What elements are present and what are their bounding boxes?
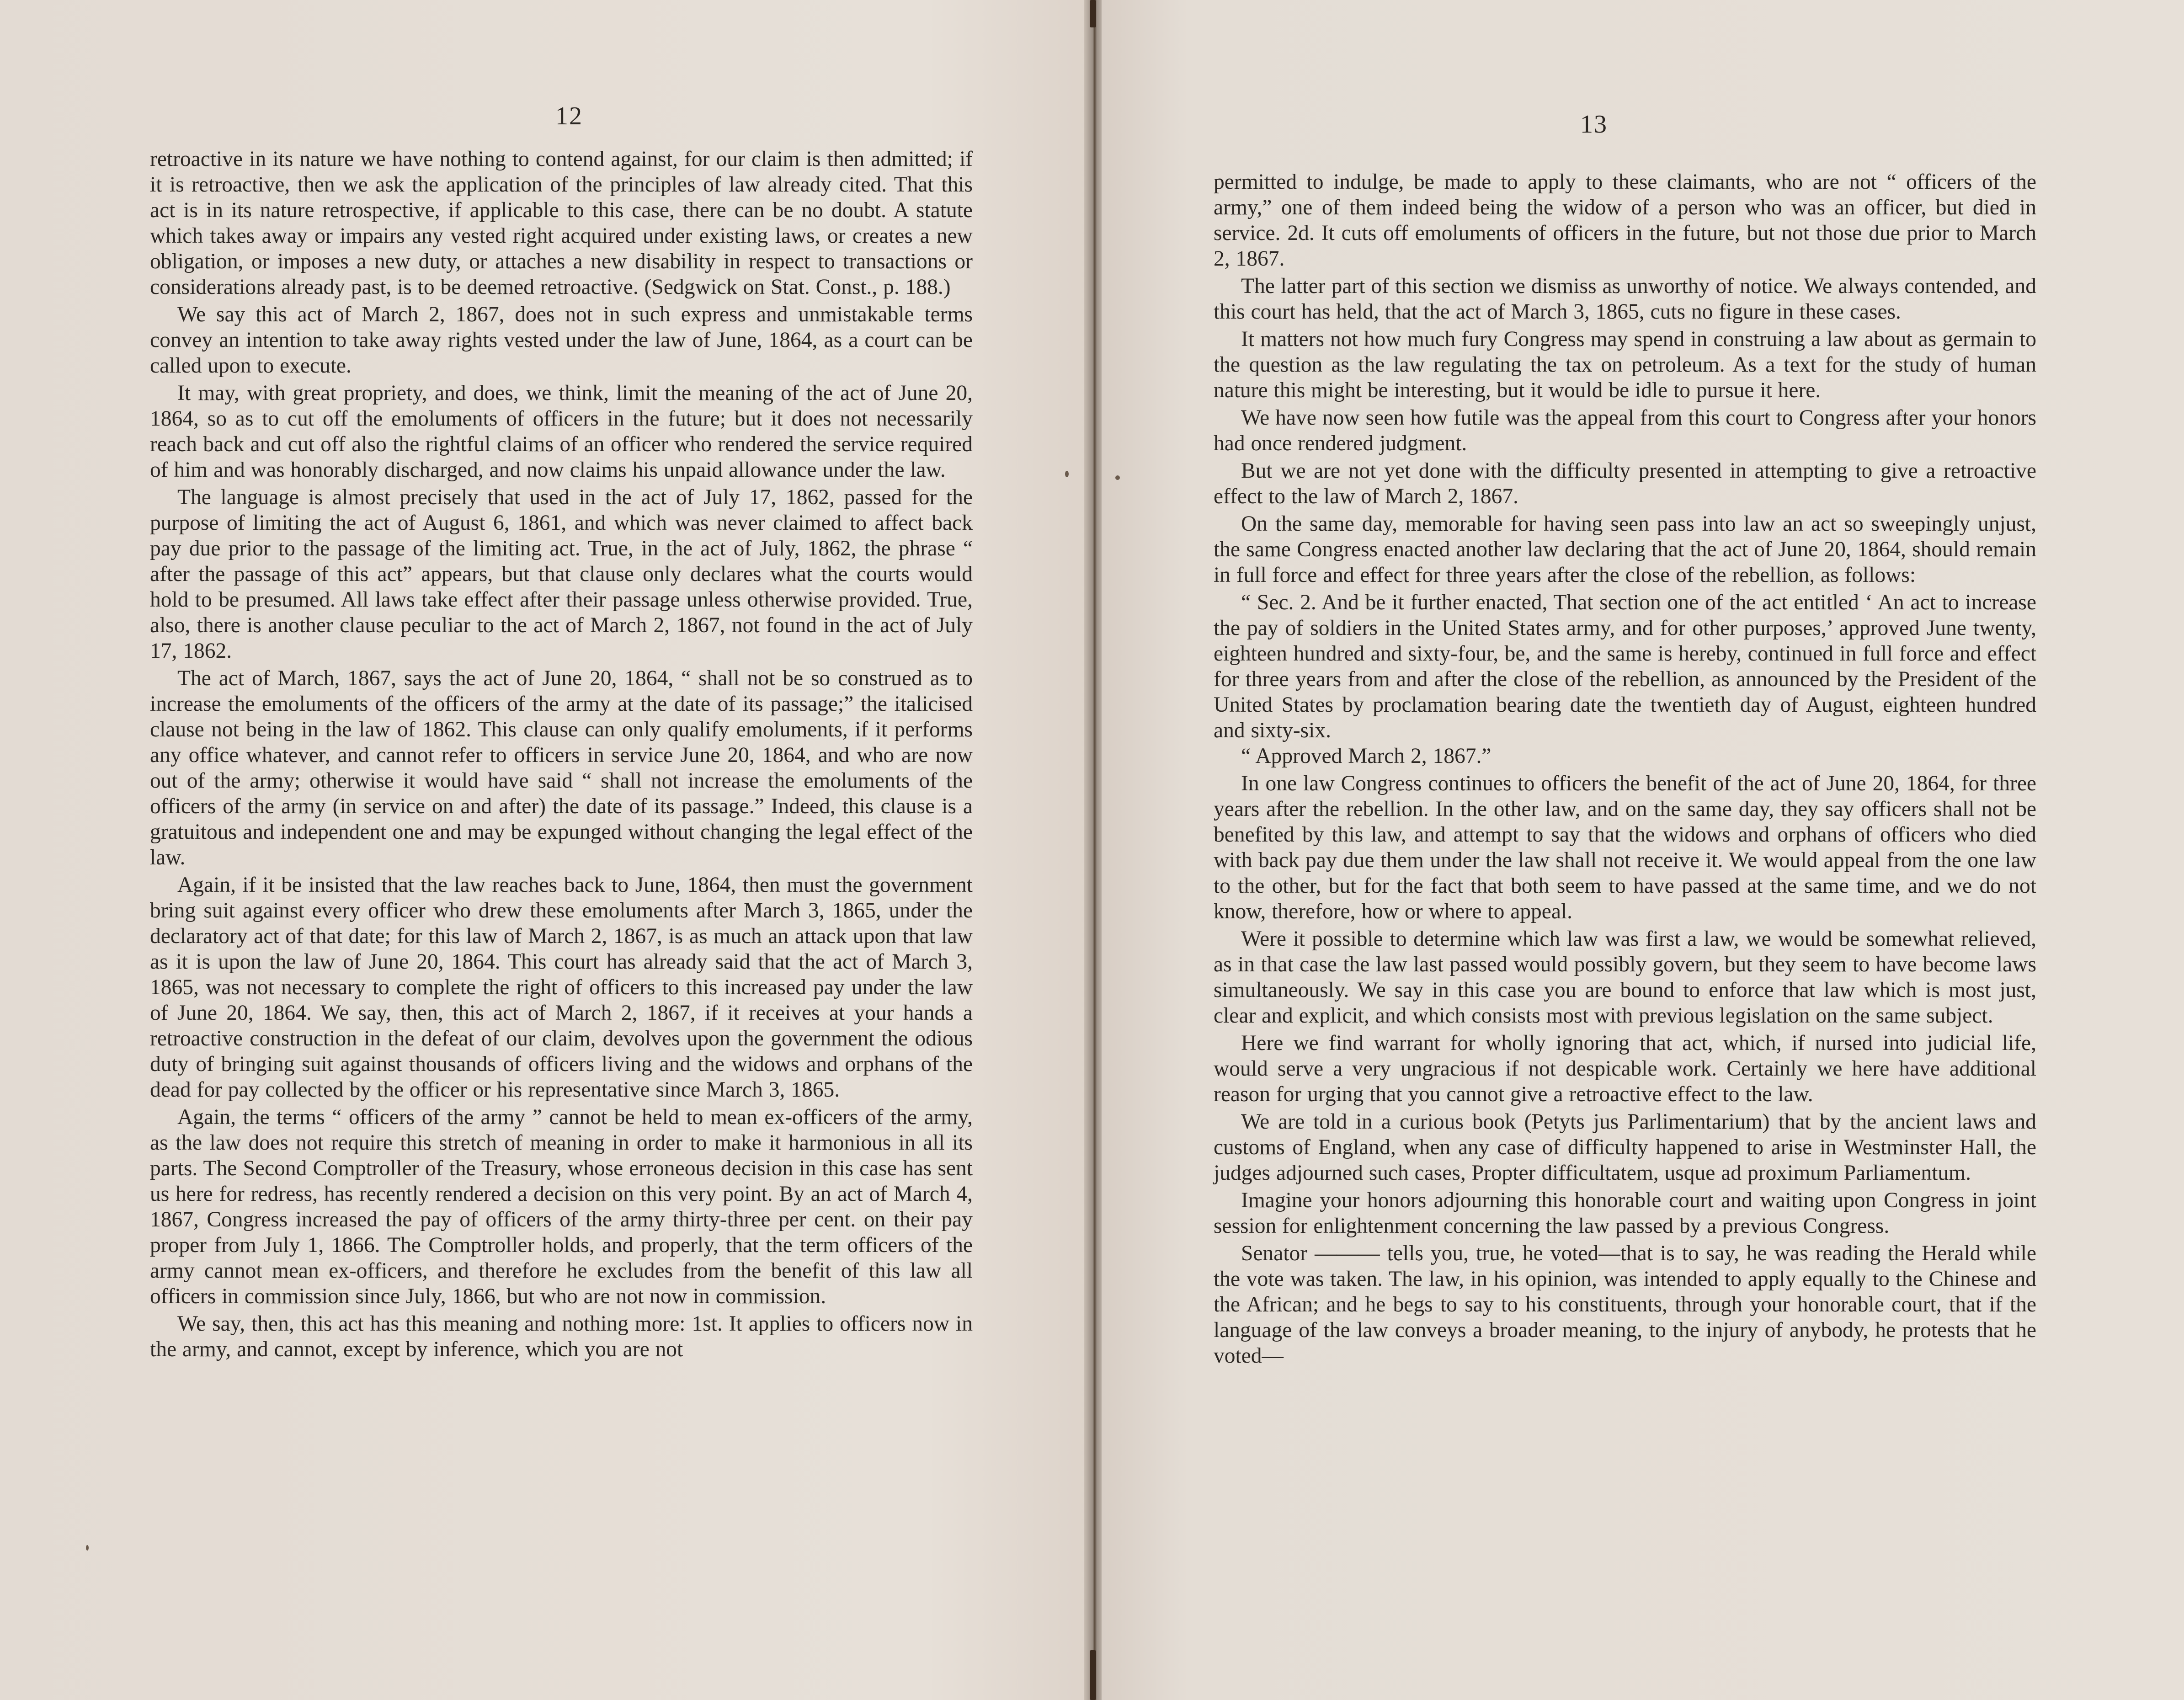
paragraph: “ Sec. 2. And be it further enacted, That section one of the act entitled ‘ An act to increase the pay of soldiers in the United States army, and for other purposes,’ approved June twenty, eighteen hundred and sixty-four, be, and the same is hereby, continued in full force and effect for three years from and after the close of the rebellion, as announced by the President of the United States by proclamation bearing date the twentieth day of August, eighteen hundred and sixty-six. — [1214, 591, 2036, 742]
paragraph: The latter part of this section we dismiss as unworthy of notice. We always contended, and this court has held, that the act of March 3, 1865, cuts no figure in these cases. — [1214, 274, 2036, 324]
paragraph: Senator ——— tells you, true, he voted—that is to say, he was reading the Herald while the vote was taken. The law, in his opinion, was intended to apply equally to the Chinese and the African; and he begs to say to his constituents, through your honorable court, that if the language of the law conveys a broader meaning, to the injury of anybody, he protests that he voted— — [1214, 1242, 2036, 1368]
paragraph: The act of March, 1867, says the act of June 20, 1864, “ shall not be so construed as to increase the emoluments of the officers of the army at the date of its passage;” the italicised clause not being in the law of 1862. This clause can only qualify emoluments, if it performs any office whatever, and cannot refer to officers in service June 20, 1864, and who are now out of the army; otherwise it would have said “ shall not increase the emoluments of the officers of the army (in service on and after) the date of its passage.” Indeed, this clause is a gratuitous and independent one and may be expunged without changing the legal effect of the law. — [150, 666, 973, 869]
paragraph: Were it possible to determine which law was first a law, we would be somewhat relieved, as in that case the law last passed would possibly govern, but they seem to have become laws simultaneously. We say in this case you are bound to enforce that law which is most just, clear and explicit, and which consists most with previous legislation on the same subject. — [1214, 927, 2036, 1028]
page-number-right: 13 — [1580, 110, 1608, 139]
paragraph: But we are not yet done with the difficulty presented in attempting to give a retroactive effect to the law of March 2, 1867. — [1214, 459, 2036, 508]
paragraph: permitted to indulge, be made to apply to these claimants, who are not “ officers of the army,” one of them indeed being the widow of a person who was an officer, but died in service. 2d. It cuts off emoluments of officers in the future, but not those due prior to March 2, 1867. — [1214, 170, 2036, 271]
paragraph: In one law Congress continues to officers the benefit of the act of June 20, 1864, for three years after the rebellion. In the other law, and on the same day, they say officers shall not be benefited by this law, and attempt to say that the widows and orphans of officers who died with back pay due them under the law shall not receive it. We would appeal from the one law to the other, but for the fact that both seem to have passed at the same time, and we do not know, therefore, how or where to appeal. — [1214, 772, 2036, 923]
paragraph: We are told in a curious book (Petyts jus Parlimentarium) that by the ancient laws and customs of England, when any case of difficulty happened to arise in Westminster Hall, the judges adjourned such cases, Propter difficultatem, usque ad proximum Parliamentum. — [1214, 1110, 2036, 1185]
paragraph: We say this act of March 2, 1867, does not in such express and unmistakable terms convey an intention to take away rights vested under the law of June, 1864, as a court can be called upon to execute. — [150, 303, 973, 378]
paragraph: “ Approved March 2, 1867.” — [1241, 744, 1492, 768]
paragraph: It may, with great propriety, and does, we think, limit the meaning of the act of June 20, 1864, so as to cut off the emoluments of officers in the future; but it does not necessarily reach back and cut off also the rightful claims of an officer who rendered the service required of him and was honorably discharged, and now claims his unpaid allowance under the law. — [150, 381, 973, 482]
binding-thread — [1090, 1650, 1096, 1700]
right-page — [1102, 0, 2184, 1700]
paragraph: It matters not how much fury Congress may spend in construing a law about as germain to the question as the law regulating the tax on petroleum. As a text for the study of human nature this might be interesting, but it would be idle to pursue it here. — [1214, 327, 2036, 402]
left-page — [0, 0, 1088, 1700]
paragraph: Imagine your honors adjourning this honorable court and waiting upon Congress in joint session for enlightenment concerning the law passed by a previous Congress. — [1214, 1188, 2036, 1238]
paragraph: Again, if it be insisted that the law reaches back to June, 1864, then must the government bring suit against every officer who drew these emoluments after March 3, 1865, under the declaratory act of that date; for this law of March 2, 1867, is as much an attack upon that law as it is upon the law of June 20, 1864. This court has already said that the act of March 3, 1865, was not necessary to complete the right of officers to this increased pay under the law of June 20, 1864. We say, then, this act of March 2, 1867, if it receives at your hands a retroactive construction in the defeat of our claim, devolves upon the government the odious duty of bringing suit against thousands of officers living and the widows and orphans of the dead for pay collected by the officer or his representative since March 3, 1865. — [150, 873, 973, 1102]
paragraph: We say, then, this act has this meaning and nothing more: 1st. It applies to officers now in the army, and cannot, except by inference, which you are not — [150, 1312, 973, 1361]
binding-thread — [1090, 0, 1096, 27]
paper-speck — [86, 1545, 89, 1551]
paragraph: retroactive in its nature we have nothing to contend against, for our claim is then admitted; if it is retroactive, then we ask the application of the principles of law already cited. That this act is in its nature retrospective, if applicable to this case, there can be no doubt. A statute which takes away or impairs any vested right acquired under existing laws, or creates a new obligation, or imposes a new duty, or attaches a new disability in respect to transactions or considerations already past, is to be deemed retroactive. (Sedgwick on Stat. Const., p. 188.) — [150, 147, 973, 299]
paragraph: The language is almost precisely that used in the act of July 17, 1862, passed for the purpose of limiting the act of August 6, 1861, and which was never claimed to affect back pay due prior to the passage of the limiting act. True, in the act of July, 1862, the phrase “ after the passage of this act” appears, but that clause only declares what the courts would hold to be presumed. All laws take effect after their passage unless otherwise provided. True, also, there is another clause peculiar to the act of March 2, 1867, not found in the act of July 17, 1862. — [150, 485, 973, 663]
paragraph: On the same day, memorable for having seen pass into law an act so sweepingly unjust, the same Congress enacted another law declaring that the act of June 20, 1864, should remain in full force and effect for three years after the close of the rebellion, as follows: — [1214, 512, 2036, 587]
left-page-text — [150, 146, 973, 1364]
paragraph: Here we find warrant for wholly ignoring that act, which, if nursed into judicial life, would serve a very ungracious if not despicable work. Certainly we here have additional reason for urging that you cannot give a retroactive effect to the law. — [1214, 1031, 2036, 1106]
page-number-left: 12 — [555, 102, 583, 130]
paragraph: Again, the terms “ officers of the army ” cannot be held to mean ex-officers of the army, as the law does not require this stretch of meaning in order to make it harmonious in all its parts. The Second Comptroller of the Treasury, whose erroneous decision in this case has sent us here for redress, has recently rendered a decision on this very point. By an act of March 4, 1867, Congress increased the pay of officers of the army thirty-three per cent. on their pay proper from July 1, 1866. The Comptroller holds, and properly, that the term officers of the army cannot mean ex-officers, and therefore he excludes from the benefit of this law all officers in commission since July, 1866, but who are not now in commission. — [150, 1105, 973, 1308]
paper-speck — [1065, 471, 1069, 477]
paper-speck — [1115, 475, 1120, 480]
right-page-text — [1214, 169, 2036, 1370]
paragraph: We have now seen how futile was the appeal from this court to Congress after your honors had once rendered judgment. — [1214, 406, 2036, 455]
